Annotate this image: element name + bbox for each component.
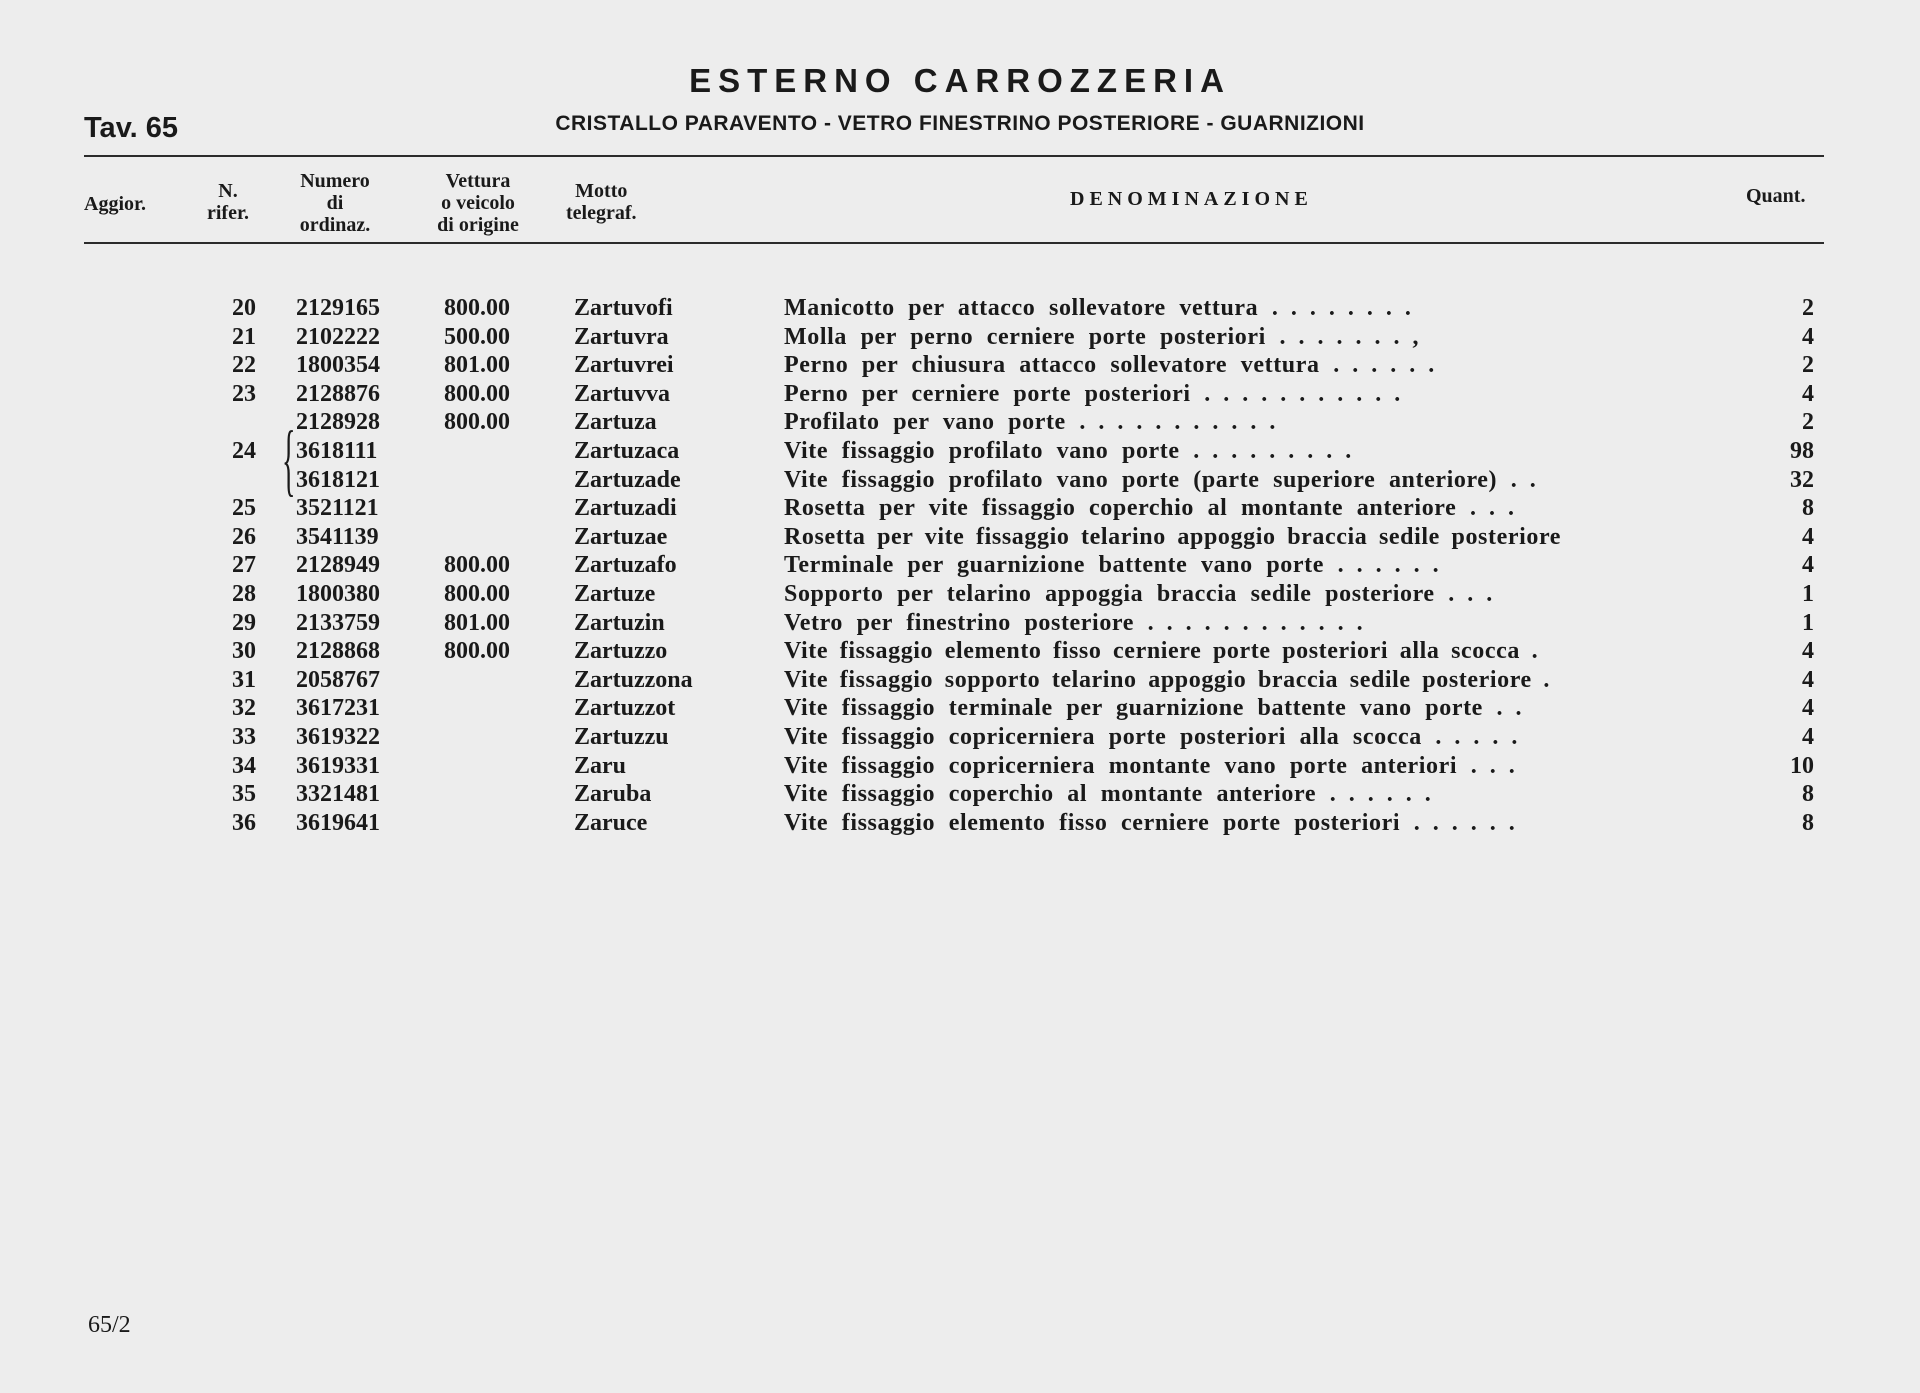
- cell-numero: 2128868: [296, 638, 380, 665]
- column-header-numero-line: di: [326, 192, 344, 214]
- cell-quant: 4: [1802, 695, 1814, 722]
- cell-quant: 4: [1802, 323, 1814, 350]
- table-row: [0, 294, 1920, 323]
- cell-quant: 1: [1802, 580, 1814, 607]
- cell-motto: Zartuzae: [574, 523, 668, 550]
- cell-vettura: 801.00: [444, 609, 510, 636]
- column-header-nrif-line: N.: [218, 180, 238, 202]
- cell-numero: 3619331: [296, 752, 380, 779]
- table-row: [0, 323, 1920, 352]
- cell-nrif: 28: [232, 580, 256, 607]
- cell-leader: . . . . . .: [1329, 781, 1431, 808]
- table-row: [0, 609, 1920, 638]
- cell-denominazione-text: Rosetta per vite fissaggio telarino appoggio braccia sedile posteriore: [784, 523, 1562, 550]
- column-header-nrif-line: rifer.: [206, 202, 249, 224]
- cell-nrif: 23: [232, 380, 256, 407]
- cell-denominazione: [784, 637, 1538, 665]
- cell-nrif: 25: [232, 495, 256, 522]
- cell-motto: Zartuzzona: [574, 666, 693, 693]
- cell-quant: 2: [1802, 295, 1814, 321]
- table-row: [0, 494, 1920, 523]
- cell-quant: 10: [1790, 752, 1814, 779]
- cell-motto: Zartuvrei: [574, 352, 674, 379]
- cell-quant: 4: [1802, 552, 1814, 579]
- cell-denominazione-text: Vite fissaggio coperchio al montante anteriore: [784, 781, 1317, 808]
- cell-nrif: 21: [232, 323, 256, 350]
- cell-quant: 4: [1802, 723, 1814, 750]
- cell-denominazione-text: Vite fissaggio elemento fisso cerniere porte posteriori: [784, 809, 1401, 836]
- table-row: [0, 723, 1920, 752]
- cell-motto: Zartuzzot: [574, 695, 676, 722]
- cell-denominazione: [784, 666, 1549, 694]
- cell-denominazione: [784, 494, 1514, 522]
- cell-motto: Zartuzafo: [574, 552, 677, 579]
- cell-numero: 1800354: [296, 352, 380, 379]
- cell-motto: Zaruce: [574, 809, 648, 836]
- cell-denominazione: [784, 780, 1431, 808]
- cell-vettura: 801.00: [444, 352, 510, 379]
- cell-leader: . . . . . .: [1333, 352, 1435, 379]
- table-row: [0, 580, 1920, 609]
- cell-motto: Zartuzaca: [574, 437, 680, 464]
- cell-nrif: 22: [232, 352, 256, 379]
- cell-denominazione: [784, 723, 1517, 751]
- header-bottom-rule: [84, 242, 1824, 244]
- cell-numero: 2128928: [296, 409, 380, 436]
- page-number: 65/2: [88, 1312, 131, 1338]
- cell-numero: 3618121: [296, 466, 380, 493]
- column-header-aggior: Aggior.: [84, 193, 147, 215]
- cell-leader: . . . . . . . . . . . .: [1147, 609, 1363, 636]
- page-title: ESTERNO CARROZZERIA: [689, 62, 1231, 99]
- column-header-motto-line: Motto: [575, 180, 628, 202]
- cell-vettura: 800.00: [444, 638, 510, 665]
- column-header-numero-line: ordinaz.: [299, 214, 371, 236]
- cell-denominazione-text: Rosetta per vite fissaggio coperchio al montante anteriore: [784, 495, 1457, 522]
- column-header-motto-line: telegraf.: [566, 202, 637, 224]
- cell-denominazione-text: Vetro per finestrino posteriore: [784, 609, 1134, 636]
- cell-denominazione-text: Vite fissaggio copricerniera porte posteriori alla scocca: [784, 723, 1422, 750]
- cell-numero: 3321481: [296, 781, 380, 808]
- cell-nrif: 34: [232, 752, 256, 779]
- cell-quant: 4: [1802, 523, 1814, 550]
- cell-vettura: 800.00: [444, 380, 510, 407]
- table-row: [0, 551, 1920, 580]
- cell-denominazione: [784, 809, 1515, 837]
- cell-nrif: 27: [232, 552, 256, 579]
- cell-quant: 2: [1802, 352, 1814, 379]
- table-row: [0, 780, 1920, 809]
- cell-quant: 2: [1802, 409, 1814, 436]
- cell-numero: 3541139: [296, 523, 379, 550]
- cell-motto: Zartuvofi: [574, 295, 673, 321]
- cell-denominazione: [784, 752, 1515, 780]
- cell-leader: . .: [1496, 695, 1522, 722]
- group-brace-icon: {: [282, 416, 296, 504]
- cell-nrif: 36: [232, 809, 256, 836]
- cell-leader: . . . . . .: [1337, 552, 1439, 579]
- column-header-vettura-line: di origine: [437, 214, 519, 236]
- cell-nrif: 32: [232, 695, 256, 722]
- cell-numero: 2128876: [296, 380, 380, 407]
- header-top-rule: [84, 155, 1824, 157]
- column-header-motto: [566, 180, 637, 224]
- cell-motto: Zartuza: [574, 409, 657, 436]
- cell-nrif: 26: [232, 523, 256, 550]
- cell-leader: . . .: [1469, 495, 1514, 522]
- cell-nrif: 33: [232, 723, 256, 750]
- cell-numero: 3618111: [296, 437, 378, 464]
- column-header-nrif: [190, 180, 266, 224]
- column-header-quant: Quant.: [1746, 185, 1806, 207]
- cell-motto: Zartuzadi: [574, 495, 677, 522]
- cell-numero: 3521121: [296, 495, 379, 522]
- cell-denominazione: [784, 380, 1400, 408]
- cell-motto: Zartuzin: [574, 609, 665, 636]
- cell-denominazione: [784, 294, 1411, 322]
- cell-motto: Zaru: [574, 752, 627, 779]
- cell-leader: . . . . .: [1435, 723, 1518, 750]
- cell-nrif: 35: [232, 781, 256, 808]
- table-row: [0, 466, 1920, 495]
- cell-leader: .: [1531, 638, 1538, 665]
- cell-denominazione-text: Sopporto per telarino appoggia braccia sedile posteriore: [784, 580, 1435, 607]
- cell-denominazione: [784, 609, 1363, 637]
- cell-denominazione: [784, 351, 1434, 379]
- cell-numero: 2058767: [296, 666, 380, 693]
- cell-denominazione: [784, 694, 1522, 722]
- cell-denominazione-text: Perno per chiusura attacco sollevatore vettura: [784, 352, 1320, 379]
- cell-denominazione-text: Vite fissaggio profilato vano porte: [784, 437, 1180, 464]
- cell-denominazione: [784, 551, 1439, 579]
- cell-nrif: 24: [232, 437, 256, 464]
- cell-leader: . .: [1510, 466, 1536, 493]
- cell-nrif: 31: [232, 666, 256, 693]
- column-header-denominazione: DENOMINAZIONE: [1070, 188, 1313, 210]
- cell-leader: . . . . . . . . .: [1193, 437, 1352, 464]
- cell-denominazione-text: Vite fissaggio copricerniera montante vano porte anteriori: [784, 752, 1458, 779]
- cell-quant: 4: [1802, 638, 1814, 665]
- cell-vettura: 800.00: [444, 295, 510, 321]
- table-row: [0, 637, 1920, 666]
- cell-leader: . . . . . . . ,: [1279, 323, 1419, 350]
- cell-nrif: 20: [232, 295, 256, 321]
- cell-denominazione-text: Terminale per guarnizione battente vano porte: [784, 552, 1324, 579]
- cell-denominazione-text: Vite fissaggio elemento fisso cerniere porte posteriori alla scocca: [784, 638, 1521, 665]
- table-row: [0, 666, 1920, 695]
- table-row: [0, 437, 1920, 466]
- cell-quant: 4: [1802, 666, 1814, 693]
- cell-denominazione-text: Profilato per vano porte: [784, 409, 1066, 436]
- table-row: [0, 809, 1920, 838]
- cell-denominazione: [784, 323, 1419, 351]
- cell-quant: 1: [1802, 609, 1814, 636]
- cell-denominazione: [784, 437, 1351, 465]
- cell-numero: 2102222: [296, 323, 380, 350]
- column-header-vettura-line: Vettura: [445, 170, 511, 192]
- cell-vettura: 500.00: [444, 323, 510, 350]
- cell-leader: . . . . . .: [1413, 809, 1515, 836]
- table-row: [0, 523, 1920, 552]
- cell-leader: .: [1543, 666, 1550, 693]
- column-header-vettura-line: o veicolo: [441, 192, 515, 214]
- cell-leader: . . .: [1448, 580, 1493, 607]
- cell-leader: . . . . . . . . . . .: [1079, 409, 1276, 436]
- cell-motto: Zartuzzo: [574, 638, 668, 665]
- cell-vettura: 800.00: [444, 580, 510, 607]
- cell-quant: 8: [1802, 781, 1814, 808]
- cell-numero: 3619641: [296, 809, 380, 836]
- cell-quant: 4: [1802, 380, 1814, 407]
- cell-numero: 2133759: [296, 609, 380, 636]
- cell-quant: 98: [1790, 437, 1814, 464]
- cell-denominazione-text: Vite fissaggio sopporto telarino appoggio braccia sedile posteriore: [784, 666, 1532, 693]
- table-row: [0, 351, 1920, 380]
- page-subtitle: CRISTALLO PARAVENTO - VETRO FINESTRINO POSTERIORE - GUARNIZIONI: [555, 112, 1365, 135]
- cell-leader: . . . . . . . . . . .: [1204, 380, 1401, 407]
- cell-motto: Zartuvra: [574, 323, 669, 350]
- cell-vettura: 800.00: [444, 409, 510, 436]
- cell-denominazione: [784, 408, 1275, 436]
- cell-motto: Zartuzade: [574, 466, 681, 493]
- cell-motto: Zartuze: [574, 580, 656, 607]
- cell-denominazione: [784, 580, 1492, 608]
- table-row: [0, 694, 1920, 723]
- cell-leader: . . .: [1470, 752, 1515, 779]
- cell-numero: 3619322: [296, 723, 380, 750]
- cell-motto: Zartuvva: [574, 380, 670, 407]
- column-header-numero: [278, 170, 392, 236]
- table-row: [0, 408, 1920, 437]
- column-header-numero-line: Numero: [300, 170, 370, 192]
- column-header-vettura: [410, 170, 546, 236]
- cell-numero: 2128949: [296, 552, 380, 579]
- cell-denominazione-text: Molla per perno cerniere porte posteriori: [784, 323, 1266, 350]
- cell-numero: 1800380: [296, 580, 380, 607]
- cell-numero: 3617231: [296, 695, 380, 722]
- cell-denominazione: [784, 466, 1536, 494]
- cell-nrif: 29: [232, 609, 256, 636]
- cell-quant: 8: [1802, 495, 1814, 522]
- cell-denominazione-text: Manicotto per attacco sollevatore vettura: [784, 295, 1259, 321]
- cell-motto: Zartuzzu: [574, 723, 669, 750]
- cell-vettura: 800.00: [444, 552, 510, 579]
- table-row: [0, 380, 1920, 409]
- parts-table: [0, 294, 1920, 837]
- cell-denominazione-text: Vite fissaggio profilato vano porte (parte superiore anteriore): [784, 466, 1498, 493]
- table-row: [0, 752, 1920, 781]
- cell-denominazione: [784, 523, 1561, 551]
- cell-denominazione-text: Vite fissaggio terminale per guarnizione battente vano porte: [784, 695, 1483, 722]
- cell-denominazione-text: Perno per cerniere porte posteriori: [784, 380, 1191, 407]
- cell-quant: 8: [1802, 809, 1814, 836]
- cell-motto: Zaruba: [574, 781, 652, 808]
- cell-numero: 2129165: [296, 295, 380, 321]
- cell-leader: . . . . . . . .: [1271, 295, 1411, 321]
- cell-quant: 32: [1790, 466, 1814, 493]
- cell-nrif: 30: [232, 638, 256, 665]
- table-number: Tav. 65: [84, 112, 179, 144]
